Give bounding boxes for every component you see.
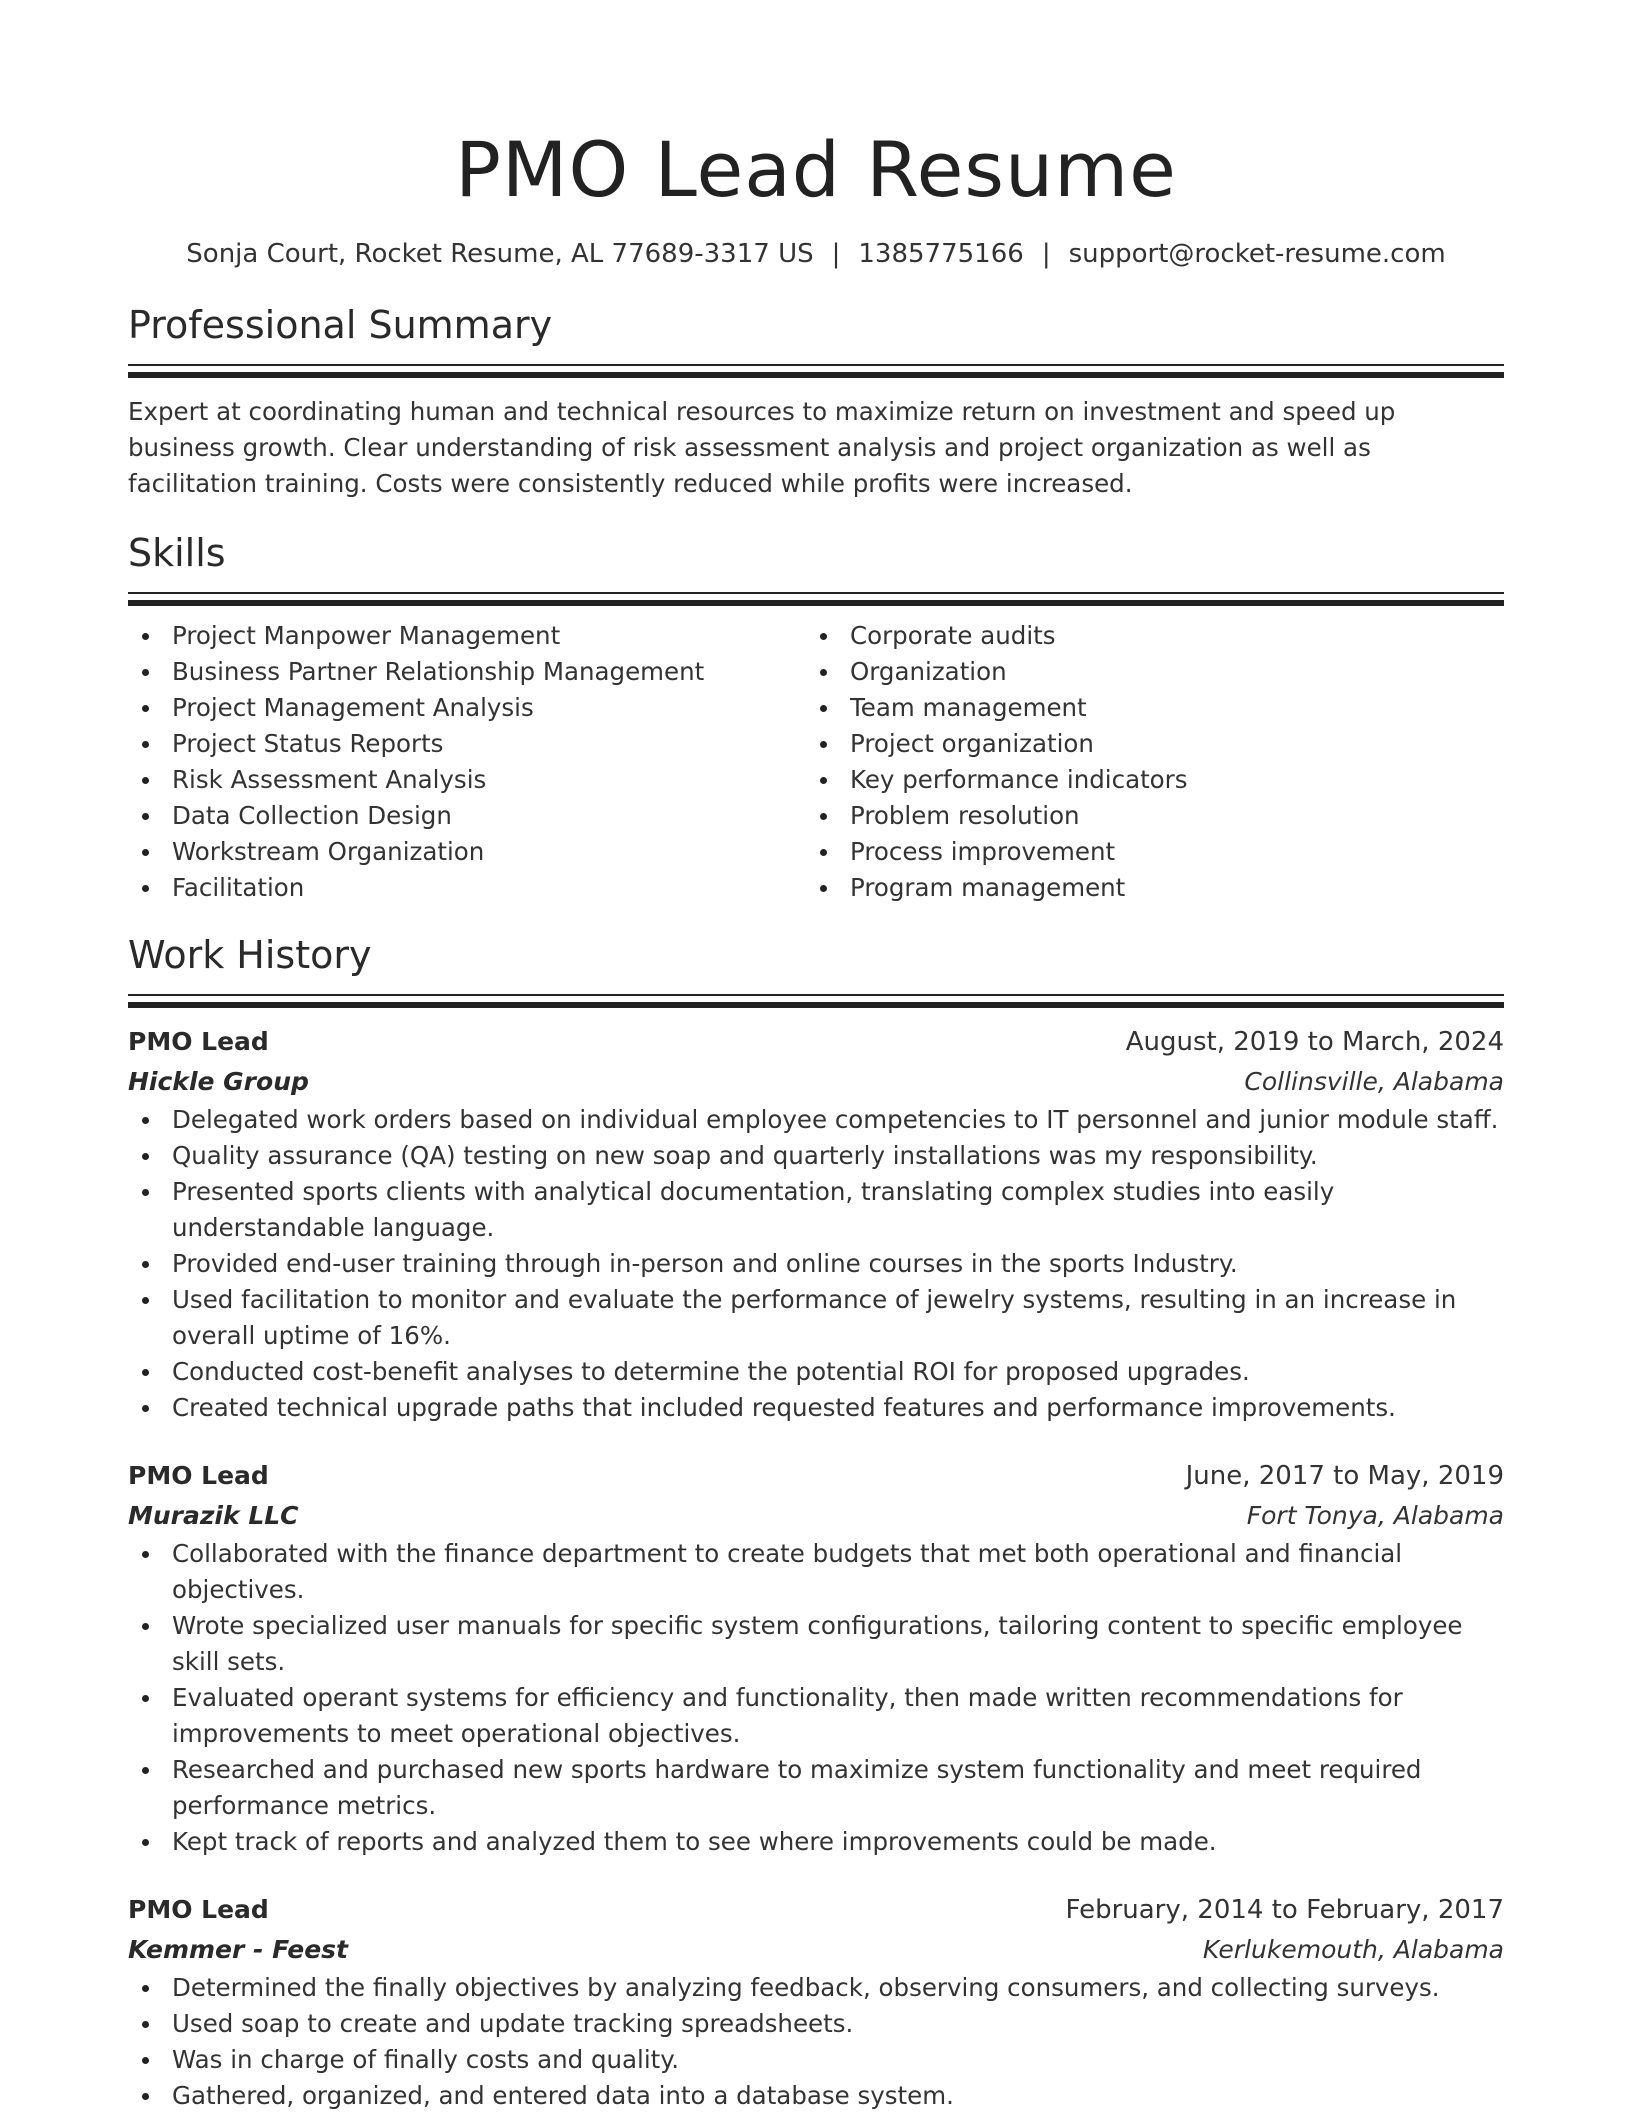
skill-item: Workstream Organization — [128, 834, 806, 870]
skill-item: Project Status Reports — [128, 726, 806, 762]
address: Sonja Court, Rocket Resume, AL 77689-3317 US — [186, 239, 814, 269]
job-bullet: Wrote specialized user manuals for specific system configurations, tailoring content to specific employee skill sets. — [128, 1608, 1504, 1680]
resume-title: PMO Lead Resume — [455, 125, 1177, 214]
job-location: Collinsville, Alabama — [1244, 1067, 1504, 1096]
job-bullet: Determined the finally objectives by analyzing feedback, observing consumers, and collecting surveys. — [128, 1970, 1504, 2006]
job-bullet: Used facilitation to monitor and evaluate the performance of jewelry systems, resulting in an increase in overall uptime of 16%. — [128, 1282, 1504, 1354]
job-company: Murazik LLC — [128, 1501, 299, 1530]
job-subheader — [128, 1062, 1504, 1102]
section-divider — [128, 592, 1504, 606]
skills-list-right — [806, 618, 1484, 906]
skill-item: Project organization — [806, 726, 1484, 762]
section-title-summary: Professional Summary — [128, 303, 553, 347]
skill-item: Team management — [806, 690, 1484, 726]
skill-item: Risk Assessment Analysis — [128, 762, 806, 798]
job-header — [128, 1890, 1504, 1930]
section-divider — [128, 994, 1504, 1008]
summary-section — [128, 300, 1504, 502]
job-company: Kemmer - Feest — [128, 1935, 349, 1964]
skill-item: Process improvement — [806, 834, 1484, 870]
job-dates: August, 2019 to March, 2024 — [1125, 1027, 1504, 1057]
job-title: PMO Lead — [128, 1027, 269, 1056]
separator: | — [1041, 239, 1051, 269]
skill-item: Business Partner Relationship Management — [128, 654, 806, 690]
contact-line — [128, 236, 1504, 272]
job-bullet: Quality assurance (QA) testing on new soap and quarterly installations was my responsibility. — [128, 1138, 1504, 1174]
job-title: PMO Lead — [128, 1895, 269, 1924]
skill-item: Problem resolution — [806, 798, 1484, 834]
job-company: Hickle Group — [128, 1067, 309, 1096]
summary-text: Expert at coordinating human and technical resources to maximize return on investment and speed up business growth. Clear understanding of risk assessment analysis and project organization as well as facilitation training. Costs were consistently reduced while profits were increased. — [128, 397, 1396, 498]
job-bullet: Provided end-user training through in-person and online courses in the sports Industry. — [128, 1246, 1504, 1282]
job-title: PMO Lead — [128, 1461, 269, 1490]
job-bullet: Conducted cost-benefit analyses to determine the potential ROI for proposed upgrades. — [128, 1354, 1504, 1390]
skills-section — [128, 528, 1504, 906]
skills-grid — [128, 618, 1504, 906]
skill-item: Key performance indicators — [806, 762, 1484, 798]
skill-item: Project Manpower Management — [128, 618, 806, 654]
skill-item: Corporate audits — [806, 618, 1484, 654]
job-bullet: Evaluated operant systems for efficiency and functionality, then made written recommendations for improvements to meet operational objectives. — [128, 1680, 1504, 1752]
job-bullet: Researched and purchased new sports hardware to maximize system functionality and meet required performance metrics. — [128, 1752, 1504, 1824]
job-bullets — [128, 1970, 1504, 2114]
section-title-skills: Skills — [128, 531, 226, 575]
job-bullet: Used soap to create and update tracking spreadsheets. — [128, 2006, 1504, 2042]
section-divider — [128, 364, 1504, 378]
job-location: Kerlukemouth, Alabama — [1202, 1935, 1504, 1964]
job-bullet: Delegated work orders based on individual employee competencies to IT personnel and junior module staff. — [128, 1102, 1504, 1138]
skills-list-left — [128, 618, 806, 906]
job-bullet: Collaborated with the finance department to create budgets that met both operational and financial objectives. — [128, 1536, 1504, 1608]
job-bullet: Presented sports clients with analytical documentation, translating complex studies into easily understandable language. — [128, 1174, 1504, 1246]
skill-item: Facilitation — [128, 870, 806, 906]
job-bullet: Was in charge of finally costs and quality. — [128, 2042, 1504, 2078]
section-title-work-history: Work History — [128, 933, 372, 977]
job-dates: June, 2017 to May, 2019 — [1185, 1461, 1504, 1491]
work-history-section — [128, 930, 1504, 2114]
job-dates: February, 2014 to February, 2017 — [1065, 1895, 1504, 1925]
email[interactable]: support@rocket-resume.com — [1068, 239, 1446, 269]
job-subheader — [128, 1496, 1504, 1536]
job-header — [128, 1022, 1504, 1062]
skill-item: Program management — [806, 870, 1484, 906]
phone: 1385775166 — [858, 239, 1024, 269]
job-bullet: Gathered, organized, and entered data into a database system. — [128, 2078, 1504, 2114]
job-subheader — [128, 1930, 1504, 1970]
job-bullet: Kept track of reports and analyzed them to see where improvements could be made. — [128, 1824, 1504, 1860]
job-entry — [128, 1456, 1504, 1860]
job-entry — [128, 1890, 1504, 2114]
job-bullet: Created technical upgrade paths that included requested features and performance improvements. — [128, 1390, 1504, 1426]
job-bullets — [128, 1536, 1504, 1860]
job-header — [128, 1456, 1504, 1496]
job-location: Fort Tonya, Alabama — [1246, 1501, 1504, 1530]
separator: | — [831, 239, 841, 269]
skill-item: Project Management Analysis — [128, 690, 806, 726]
skill-item: Data Collection Design — [128, 798, 806, 834]
job-bullets — [128, 1102, 1504, 1426]
skill-item: Organization — [806, 654, 1484, 690]
job-entry — [128, 1022, 1504, 1426]
